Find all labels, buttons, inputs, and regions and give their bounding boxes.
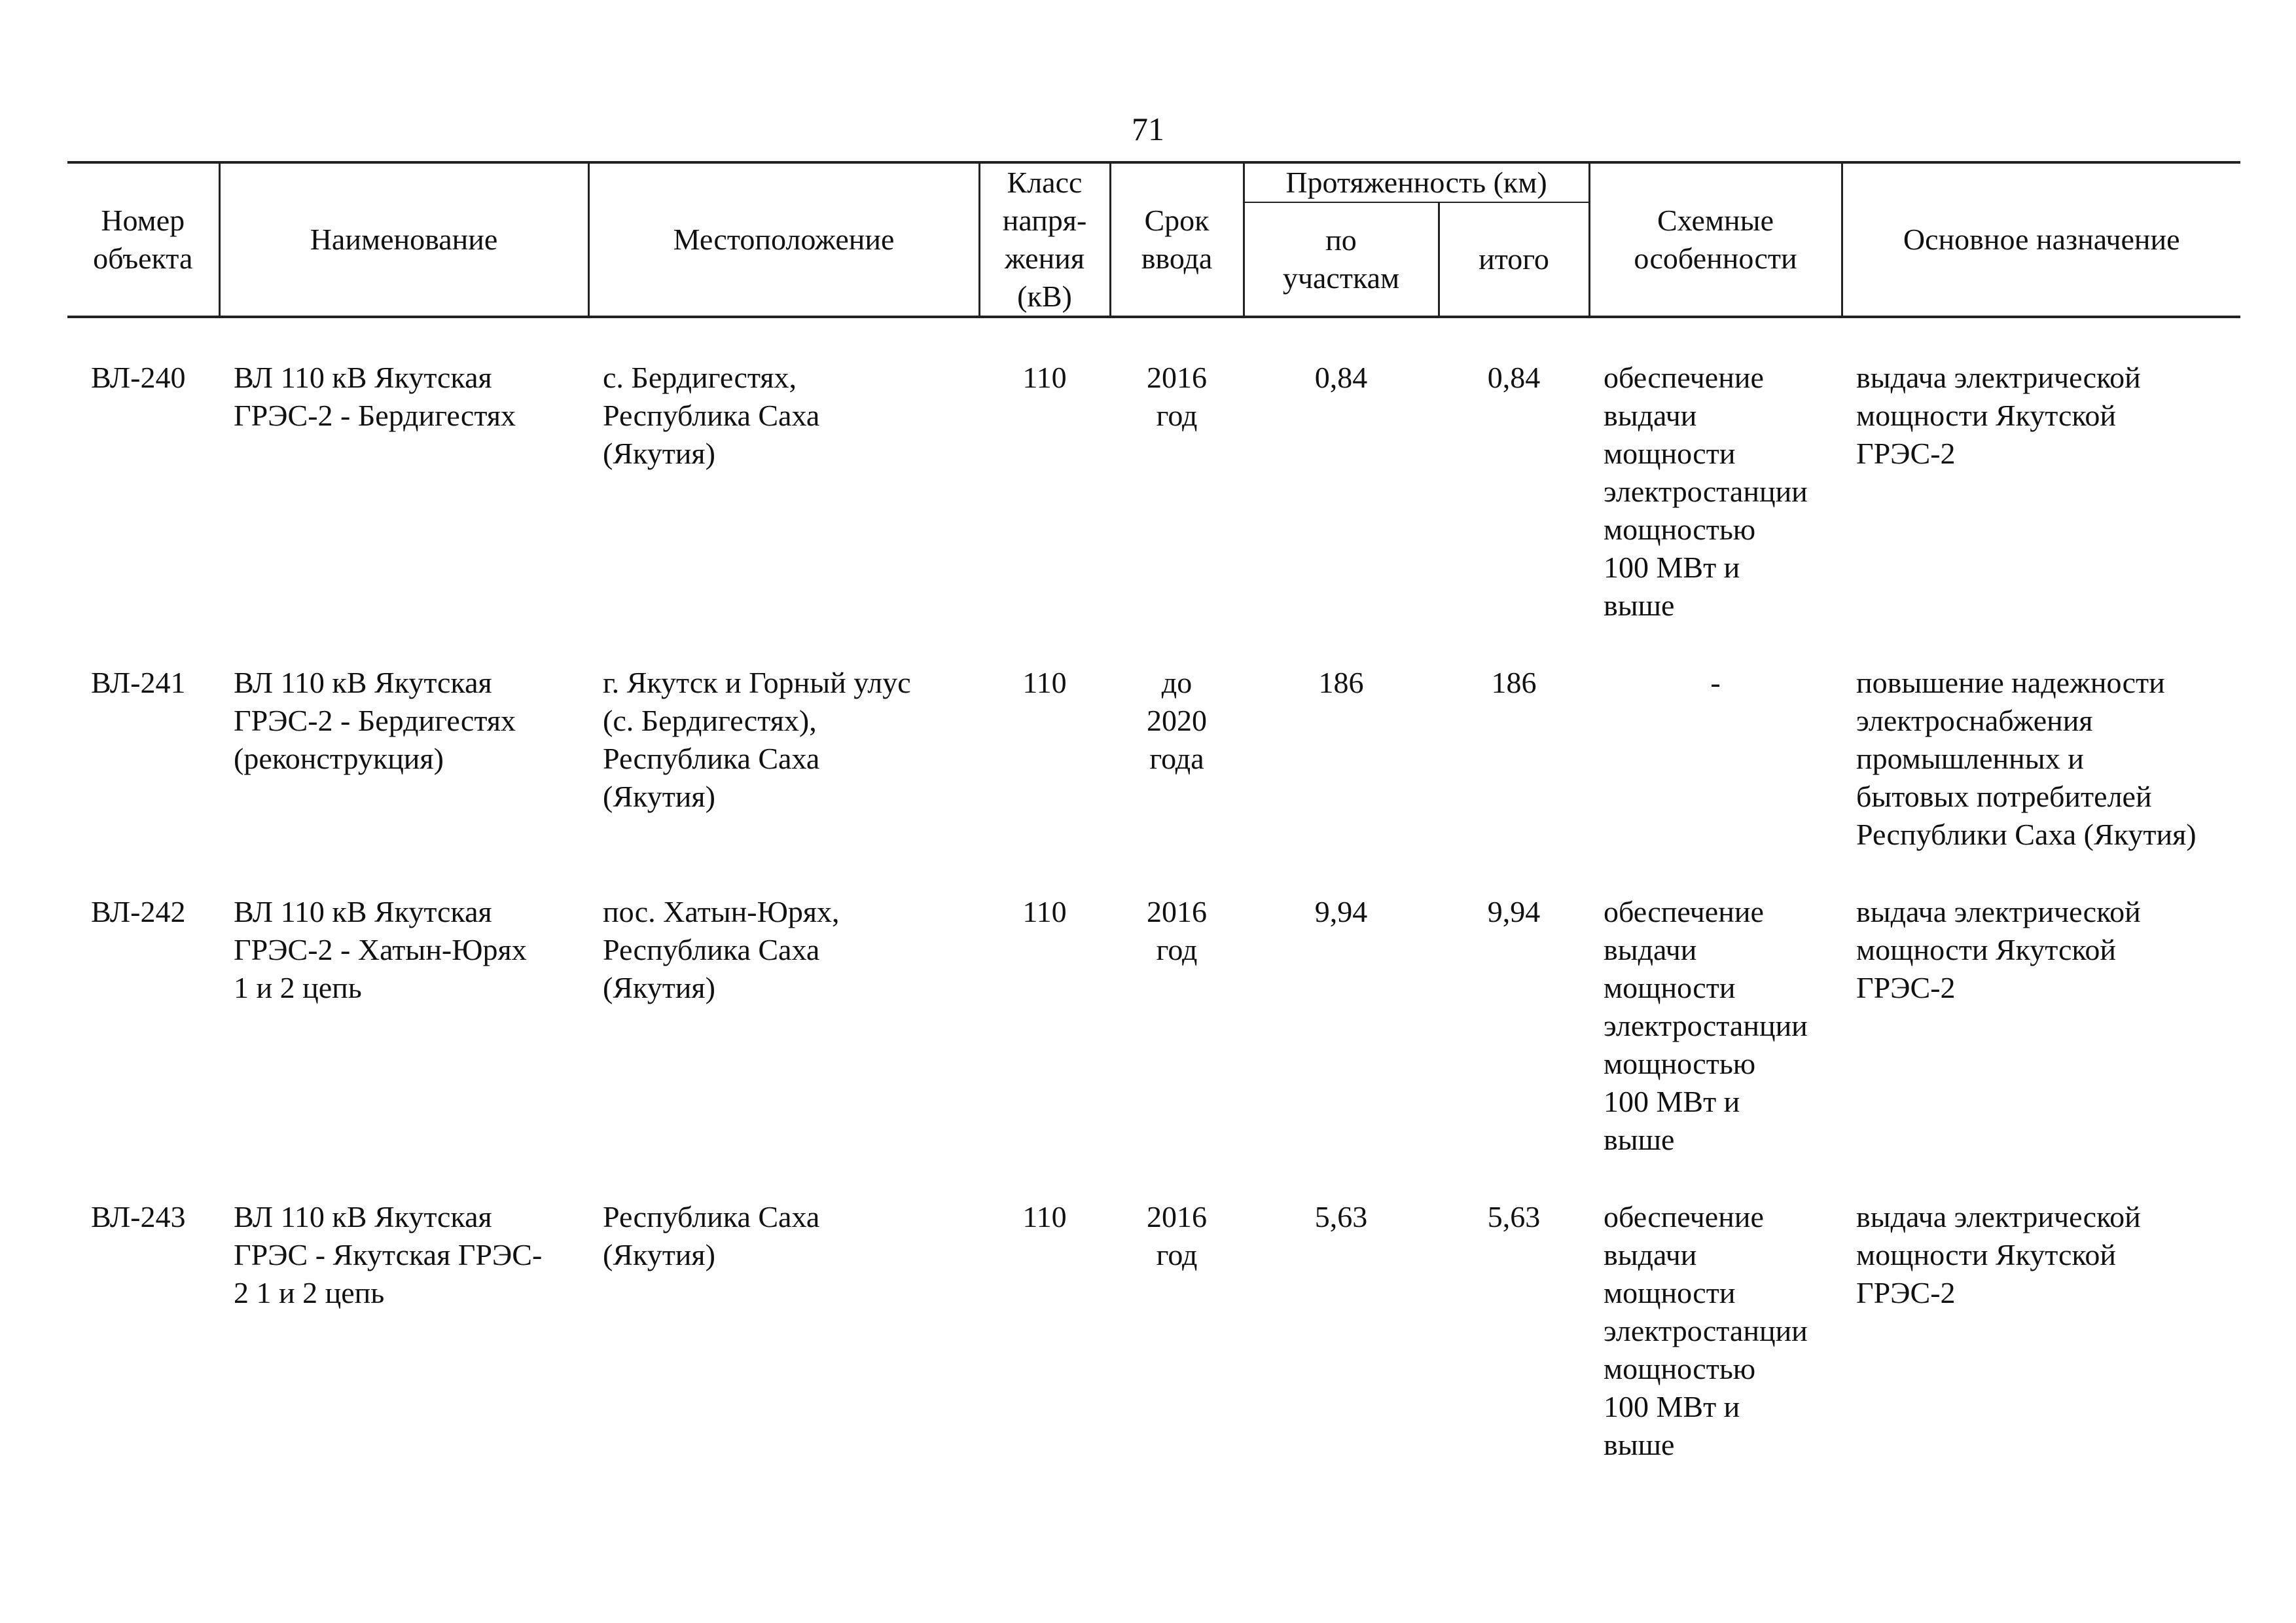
cell-location: г. Якутск и Горный улус (с. Бердигестях), Республика Саха (Якутия) <box>603 666 911 813</box>
cell-name: ВЛ 110 кВ Якутская ГРЭС-2 - Хатын-Юрях 1 и 2 цепь <box>234 895 527 1004</box>
cell-purpose: выдача электрической мощности Якутской ГРЭС-2 <box>1856 895 2141 1004</box>
cell-voltage: 110 <box>1022 361 1067 394</box>
header-by-sections: по участкам <box>1244 202 1439 317</box>
header-commissioning: Срок ввода <box>1110 162 1244 317</box>
cell-location: пос. Хатын-Юрях, Республика Саха (Якутия) <box>603 895 840 1004</box>
header-purpose: Основное назначение <box>1842 162 2240 317</box>
cell-number: ВЛ-243 <box>91 1200 186 1233</box>
cell-number: ВЛ-242 <box>91 895 186 928</box>
cell-location: с. Бердигестях, Республика Саха (Якутия) <box>603 361 820 470</box>
cell-term: 2016 год <box>1147 361 1207 432</box>
cell-purpose: выдача электрической мощности Якутской ГРЭС-2 <box>1856 1200 2141 1309</box>
table-body <box>67 317 2240 1503</box>
cell-voltage: 110 <box>1022 895 1067 928</box>
table-row <box>67 664 2240 893</box>
cell-total: 5,63 <box>1487 1200 1541 1233</box>
cell-term: 2016 год <box>1147 1200 1207 1271</box>
cell-name: ВЛ 110 кВ Якутская ГРЭС-2 - Бердигестях (реконструкция) <box>234 666 516 775</box>
cell-total: 0,84 <box>1487 361 1541 394</box>
cell-number: ВЛ-240 <box>91 361 186 394</box>
cell-purpose: выдача электрической мощности Якутской ГРЭС-2 <box>1856 361 2141 470</box>
header-length-group: Протяженность (км) <box>1244 162 1589 202</box>
cell-by-sections: 0,84 <box>1314 361 1368 394</box>
cell-name: ВЛ 110 кВ Якутская ГРЭС-2 - Бердигестях <box>234 361 516 432</box>
cell-features: обеспечение выдачи мощности электростанции мощностью 100 МВт и выше <box>1604 361 1808 622</box>
table-row <box>67 1198 2240 1503</box>
power-lines-table <box>67 161 2240 1503</box>
header-total: итого <box>1439 202 1589 317</box>
cell-features: обеспечение выдачи мощности электростанции мощностью 100 МВт и выше <box>1604 1200 1808 1461</box>
header-location: Местоположение <box>588 162 979 317</box>
cell-by-sections: 9,94 <box>1314 895 1368 928</box>
cell-voltage: 110 <box>1022 666 1067 699</box>
table-row <box>67 317 2240 664</box>
cell-location: Республика Саха (Якутия) <box>603 1200 820 1271</box>
cell-by-sections: 186 <box>1318 666 1364 699</box>
table-row <box>67 893 2240 1198</box>
page-number: 71 <box>1132 111 1164 147</box>
table-header <box>67 162 2240 317</box>
header-object-number: Номер объекта <box>67 162 219 317</box>
header-voltage-class: Класс напря- жения (кВ) <box>979 162 1110 317</box>
cell-voltage: 110 <box>1022 1200 1067 1233</box>
cell-features: обеспечение выдачи мощности электростанции мощностью 100 МВт и выше <box>1604 895 1808 1156</box>
cell-name: ВЛ 110 кВ Якутская ГРЭС - Якутская ГРЭС- 2 1 и 2 цепь <box>234 1200 543 1309</box>
cell-number: ВЛ-241 <box>91 666 186 699</box>
header-name: Наименование <box>219 162 588 317</box>
cell-features: - <box>1710 666 1721 699</box>
cell-term: до 2020 года <box>1147 666 1207 775</box>
header-scheme-features: Схемные особенности <box>1589 162 1842 317</box>
cell-total: 9,94 <box>1487 895 1541 928</box>
cell-total: 186 <box>1491 666 1537 699</box>
cell-term: 2016 год <box>1147 895 1207 966</box>
cell-by-sections: 5,63 <box>1314 1200 1368 1233</box>
cell-purpose: повышение надежности электроснабжения промышленных и бытовых потребителей Республики Саха (Якутия) <box>1856 666 2197 851</box>
